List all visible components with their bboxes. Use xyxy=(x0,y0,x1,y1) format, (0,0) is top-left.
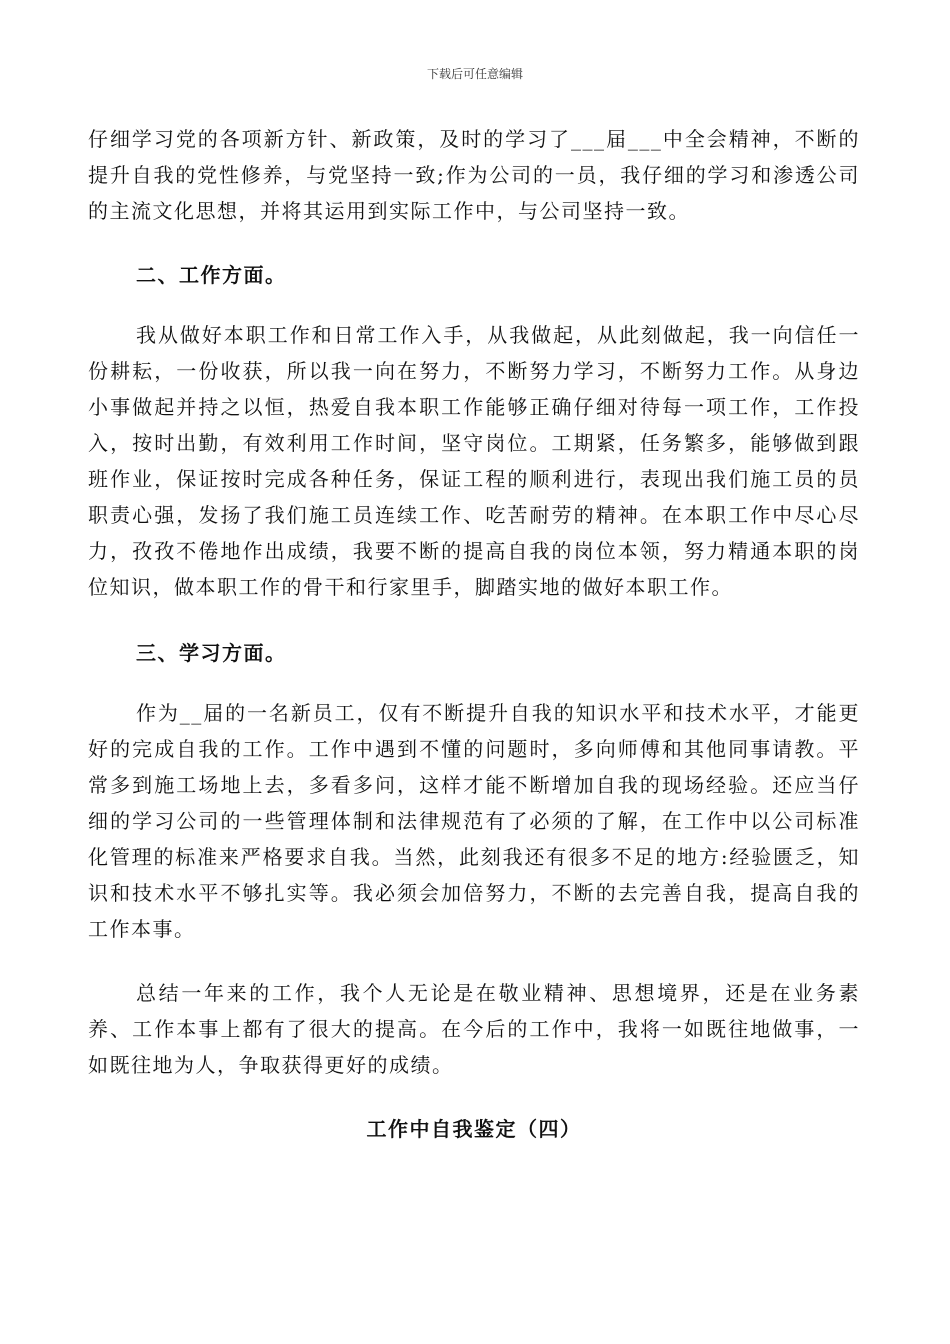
paragraph-summary: 总结一年来的工作，我个人无论是在敬业精神、思想境界，还是在业务素养、工作本事上都有了很大的提高。在今后的工作中，我将一如既往地做事，一如既往地为人，争取获得更好的成绩。 xyxy=(88,981,860,1077)
paragraph-work: 我从做好本职工作和日常工作入手，从我做起，从此刻做起，我一向信任一份耕耘，一份收获，所以我一向在努力，不断努力学习，不断努力工作。从身边小事做起并持之以恒，热爱自我本职工作能够正确仔细对待每一项工作，工作投入，按时出勤，有效利用工作时间，坚守岗位。工期紧，任务繁多，能够做到跟班作业，保证按时完成各种任务，保证工程的顺利进行，表现出我们施工员的员职责心强，发扬了我们施工员连续工作、吃苦耐劳的精神。在本职工作中尽心尽力，孜孜不倦地作出成绩，我要不断的提高自我的岗位本领，努力精通本职的岗位知识，做本职工作的骨干和行家里手，脚踏实地的做好本职工作。 xyxy=(88,323,860,599)
document-body xyxy=(88,121,860,1147)
paragraph-study: 作为__届的一名新员工，仅有不断提升自我的知识水平和技术水平，才能更好的完成自我的工作。工作中遇到不懂的问题时，多向师傅和其他同事请教。平常多到施工场地上去，多看多问，这样才能不断增加自我的现场经验。还应当仔细的学习公司的一些管理体制和法律规范有了必须的了解，在工作中以公司标准化管理的标准来严格要求自我。当然，此刻我还有很多不足的地方:经验匮乏，知识和技术水平不够扎实等。我必须会加倍努力，不断的去完善自我，提高自我的工作本事。 xyxy=(88,701,860,941)
section-title: 工作中自我鉴定（四） xyxy=(366,1117,582,1141)
heading-study: 三、学习方面。 xyxy=(136,641,287,665)
paragraph-intro: 仔细学习党的各项新方针、新政策，及时的学习了___届___中全会精神，不断的提升自我的党性修养，与党坚持一致;作为公司的一员，我仔细的学习和渗透公司的主流文化思想，并将其运用到实际工作中，与公司坚持一致。 xyxy=(88,127,860,223)
heading-work: 二、工作方面。 xyxy=(136,263,287,287)
page-header-note: 下载后可任意编辑 xyxy=(426,67,523,81)
